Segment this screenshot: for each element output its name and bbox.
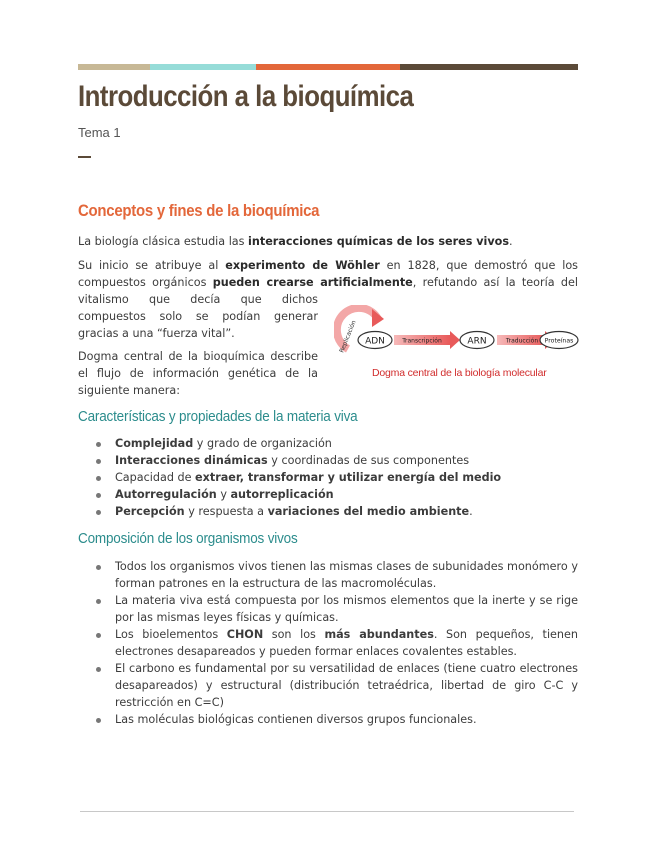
node-adn	[358, 332, 392, 349]
figure-caption: Dogma central de la biología molecular	[372, 367, 547, 379]
list-item: Capacidad de extraer, transformar y utilizar energía del medio	[78, 469, 578, 486]
node-arn-label: ARN	[467, 336, 487, 347]
node-proteins	[540, 332, 578, 349]
arrow-transcription	[394, 331, 460, 349]
list-item: Todos los organismos vivos tienen las mismas clases de subunidades monómero y forman patrones en la estructura de las macromoléculas.	[78, 558, 578, 592]
color-bar-segment-1	[78, 64, 150, 70]
color-bar-segment-4	[400, 64, 578, 70]
properties-list	[78, 435, 578, 520]
title-dash	[78, 156, 91, 158]
list-item: Autorregulación y autorreplicación	[78, 486, 578, 503]
node-proteins-label: Proteínas	[544, 337, 574, 345]
section-heading-composition: Composición de los organismos vivos	[78, 530, 298, 547]
paragraph-wohler-line1: Su inicio se atribuye al experimento de Wöhler en 1828, que demostró que los	[78, 259, 578, 272]
paragraph-central-dogma: Dogma central de la bioquímica describe el flujo de información genética de la siguiente manera:	[78, 350, 318, 397]
composition-list	[78, 558, 578, 728]
node-adn-label: ADN	[365, 336, 385, 347]
list-item: Complejidad y grado de organización	[78, 435, 578, 452]
color-bar-segment-3	[256, 64, 400, 70]
list-item: Los bioelementos CHON son los más abundantes. Son pequeños, tienen electrones desapareados y pueden formar enlaces covalentes estables.	[78, 626, 578, 660]
list-item: Interacciones dinámicas y coordinadas de sus componentes	[78, 452, 578, 469]
color-bar-segment-2	[150, 64, 256, 70]
page-title: Introducción a la bioquímica	[78, 80, 414, 113]
page-subtitle: Tema 1	[78, 125, 121, 140]
list-item: Las moléculas biológicas contienen diversos grupos funcionales.	[78, 711, 578, 728]
list-item: El carbono es fundamental por su versatilidad de enlaces (tiene cuatro electrones desapareados) y estructural (distribución tetraédrica, libertad de giro C-C y restricción en C=C)	[78, 660, 578, 711]
paragraph-wohler-line2: compuestos orgánicos pueden crearse artificialmente, refutando así la teoría del	[78, 276, 578, 289]
paragraph-wohler-rest: vitalismo que decía que dichos compuestos solo se podían generar gracias a una “fuerza vital”.	[78, 293, 318, 340]
replication-label: Replicación	[338, 319, 358, 354]
list-item: Percepción y respuesta a variaciones del medio ambiente.	[78, 503, 578, 520]
section-heading-properties: Características y propiedades de la materia viva	[78, 408, 358, 425]
header-color-bar	[78, 64, 578, 70]
node-arn	[460, 332, 494, 349]
paragraph-classical-biology: La biología clásica estudia las interacciones químicas de los seres vivos.	[78, 235, 513, 248]
arrow-transcription-label: Transcripción	[402, 337, 442, 345]
arrow-translation-label: Traducción	[505, 337, 539, 345]
list-item: La materia viva está compuesta por los mismos elementos que la inerte y se rige por las mismas leyes físicas y químicas.	[78, 592, 578, 626]
footer-divider	[80, 811, 574, 812]
section-heading-concepts: Conceptos y fines de la bioquímica	[78, 201, 320, 220]
